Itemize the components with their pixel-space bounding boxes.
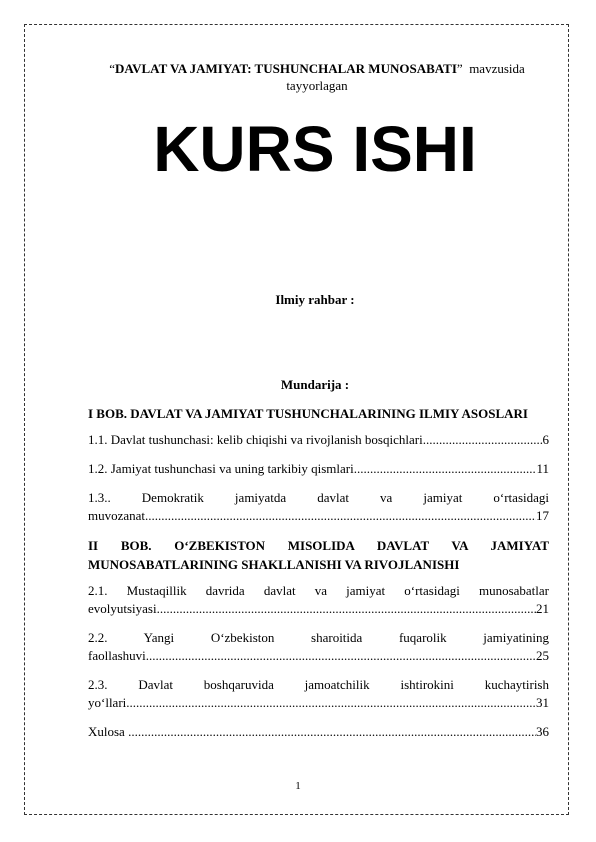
topic-line (88, 60, 546, 94)
toc-entry-2-2 (88, 629, 549, 665)
toc-page-number: 17 (536, 508, 549, 523)
toc-entry-2-1 (88, 582, 549, 618)
toc-entry-conclusion (88, 723, 549, 741)
toc-page-number: 31 (536, 695, 549, 710)
toc-page-number: 6 (542, 432, 549, 447)
supervisor-label: Ilmiy rahbar : (275, 292, 355, 307)
dot-leader (145, 507, 536, 525)
toc-page-number: 25 (536, 648, 549, 663)
toc-entry-text: 1.3.. Demokratik jamiyatda davlat va jamiyat o‘rtasidagi (88, 490, 549, 505)
toc-entry-1-1 (88, 431, 549, 449)
toc-entry-1-2 (88, 460, 549, 478)
dot-leader (146, 647, 536, 665)
toc-entry-text-cont: faollashuvi (88, 648, 146, 663)
toc-entry-text: 2.3. Davlat boshqaruvida jamoatchilik ishtirokini kuchaytirish (88, 677, 549, 692)
toc-entry-text: 2.1. Mustaqillik davrida davlat va jamiyat o‘rtasidagi munosabatlar (88, 583, 549, 598)
topic-title: DAVLAT VA JAMIYAT: TUSHUNCHALAR MUNOSABATI (114, 61, 457, 76)
toc-entry-text-cont: muvozanat (88, 508, 146, 523)
toc-entry-1-3 (88, 489, 549, 525)
dot-leader (157, 600, 536, 618)
quote-open: “ (109, 61, 115, 76)
toc-chapter-2: II BOB. O‘ZBEKISTON MISOLIDA DAVLAT VA JAMIYAT MUNOSABATLARINING SHAKLLANISHI VA RIVOJLANISHI (88, 538, 549, 572)
dot-leader (126, 694, 536, 712)
toc-entry-2-3 (88, 676, 549, 712)
toc-page-number: 36 (536, 724, 549, 739)
toc-page-number: 21 (536, 601, 549, 616)
toc-entry-text: 1.1. Davlat tushunchasi: kelib chiqishi va rivojlanish bosqichlari (88, 432, 423, 447)
dot-leader (354, 460, 537, 478)
toc-entry-text-cont: evolyutsiyasi (88, 601, 157, 616)
topic-suffix: mavzusida tayyorlagan (286, 61, 525, 93)
document-title: KURS ISHI (153, 113, 477, 185)
toc-chapter-1: I BOB. DAVLAT VA JAMIYAT TUSHUNCHALARINING ILMIY ASOSLARI (88, 406, 528, 421)
toc-page-number: 11 (536, 461, 549, 476)
quote-close: ” (456, 61, 463, 76)
dot-leader (423, 431, 543, 449)
toc-entry-text: 1.2. Jamiyat tushunchasi va uning tarkibiy qismlari (88, 461, 354, 476)
page-number: 1 (295, 780, 301, 792)
toc-entry-text-cont: yo‘llari (88, 695, 127, 710)
dot-leader (128, 723, 536, 741)
toc-heading: Mundarija : (280, 377, 350, 392)
table-of-contents (88, 404, 549, 752)
toc-entry-text: Xulosa (88, 724, 129, 739)
toc-entry-text: 2.2. Yangi O‘zbekiston sharoitida fuqarolik jamiyatining (88, 630, 549, 645)
